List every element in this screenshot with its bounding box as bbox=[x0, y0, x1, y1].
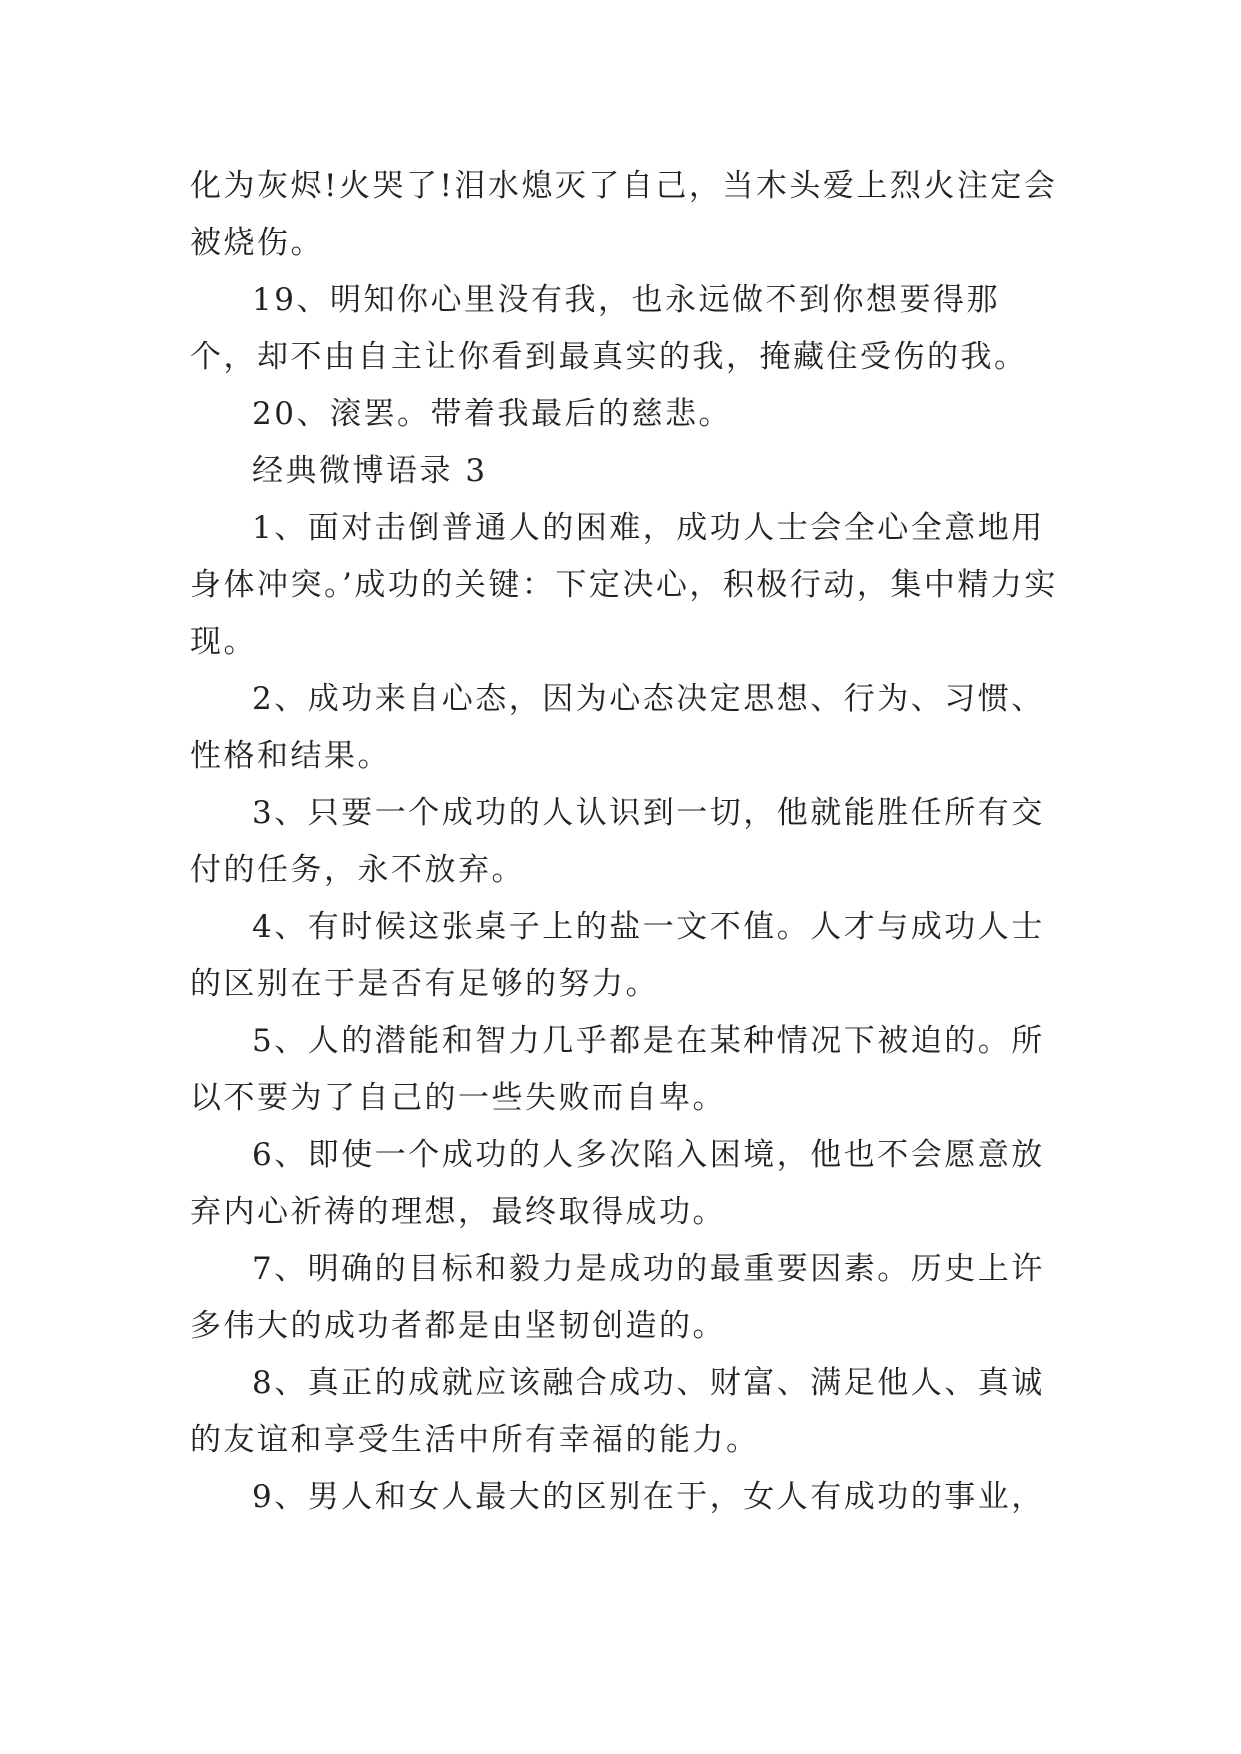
paragraph-item-7: 7、明确的目标和毅力是成功的最重要因素。历史上许多伟大的成功者都是由坚韧创造的。 bbox=[190, 1251, 1045, 1344]
paragraph-item-5: 5、人的潜能和智力几乎都是在某种情况下被迫的。所以不要为了自己的一些失败而自卑。 bbox=[190, 1023, 1045, 1116]
paragraph-continuation: 化为灰烬!火哭了!泪水熄灭了自己，当木头爱上烈火注定会被烧伤。 bbox=[190, 168, 1058, 261]
paragraph-item-6: 6、即使一个成功的人多次陷入困境，他也不会愿意放弃内心祈祷的理想，最终取得成功。 bbox=[190, 1137, 1045, 1230]
paragraph-item-1: 1、面对击倒普通人的困难，成功人士会全心全意地用身体冲突。’成功的关键：下定决心，积极行动，集中精力实现。 bbox=[190, 510, 1058, 660]
paragraph-item-8: 8、真正的成就应该融合成功、财富、满足他人、真诚的友谊和享受生活中所有幸福的能力。 bbox=[190, 1365, 1045, 1458]
section-heading: 经典微博语录 3 bbox=[252, 453, 488, 489]
paragraph-item-4: 4、有时候这张桌子上的盐一文不值。人才与成功人士的区别在于是否有足够的努力。 bbox=[190, 909, 1045, 1002]
paragraph-item-20: 20、滚罢。带着我最后的慈悲。 bbox=[252, 396, 732, 432]
paragraph-item-3: 3、只要一个成功的人认识到一切，他就能胜任所有交付的任务，永不放弃。 bbox=[190, 795, 1045, 888]
paragraph-item-9: 9、男人和女人最大的区别在于，女人有成功的事业， bbox=[252, 1479, 1045, 1515]
paragraph-item-2: 2、成功来自心态，因为心态决定思想、行为、习惯、性格和结果。 bbox=[190, 681, 1045, 774]
document-body bbox=[190, 158, 1060, 1526]
paragraph-item-19: 19、明知你心里没有我，也永远做不到你想要得那个，却不由自主让你看到最真实的我，掩藏住受伤的我。 bbox=[190, 282, 1028, 375]
